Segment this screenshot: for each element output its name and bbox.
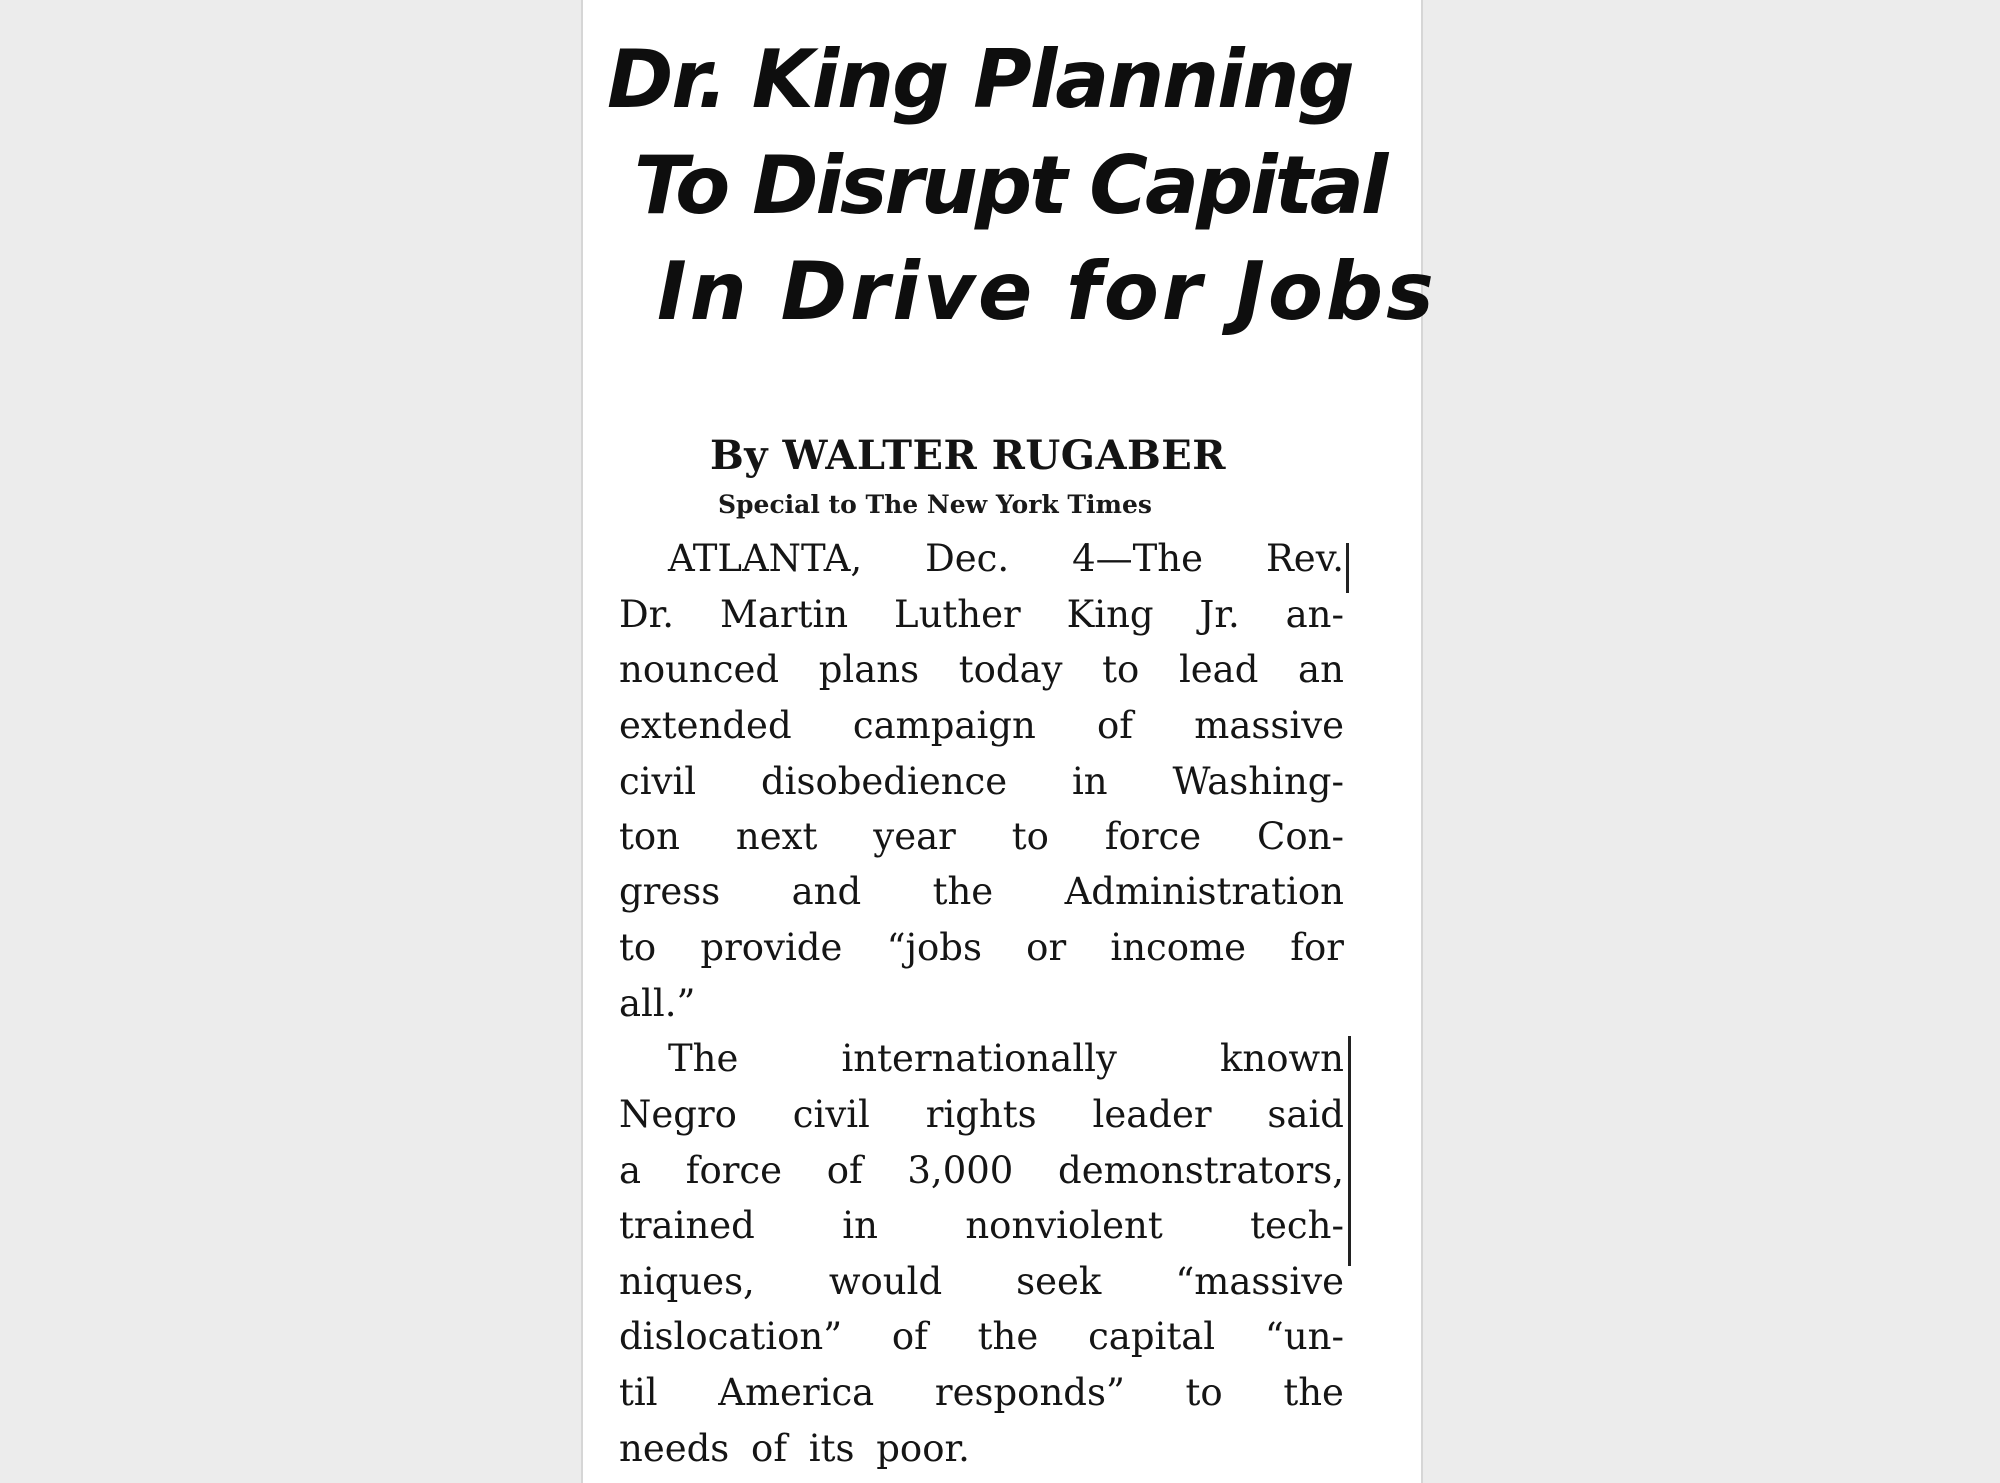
body-line: ton next year to force Con- [619,815,1344,858]
body-line: ATLANTA, Dec. 4—The Rev. [668,537,1344,580]
headline-line-1: Dr. King Planning [607,33,1353,126]
body-line: needs of its poor. [619,1427,970,1470]
body-line: Dr. Martin Luther King Jr. an- [619,593,1344,636]
headline-line-3: In Drive for Jobs [657,245,1437,338]
body-line: nounced plans today to lead an [619,648,1344,691]
dateline-credit: Special to The New York Times [718,490,1152,519]
body-line: dislocation” of the capital “un- [619,1315,1344,1358]
column-rule-bottom [1348,1036,1351,1266]
column-rule-top [1346,543,1349,593]
body-line: extended campaign of massive [619,704,1344,747]
body-line: a force of 3,000 demonstrators, [619,1149,1344,1192]
body-line: civil disobedience in Washing- [619,760,1344,803]
body-line: trained in nonviolent tech- [619,1204,1344,1247]
body-line: The internationally known [668,1037,1344,1080]
body-line: all.” [619,982,696,1025]
body-line: niques, would seek “massive [619,1260,1344,1303]
body-line: til America responds” to the [619,1371,1344,1414]
body-line: Negro civil rights leader said [619,1093,1344,1136]
body-line: to provide “jobs or income for [619,926,1344,969]
headline-line-2: To Disrupt Capital [634,139,1386,232]
byline: By WALTER RUGABER [710,432,1227,479]
body-line: gress and the Administration [619,870,1344,913]
